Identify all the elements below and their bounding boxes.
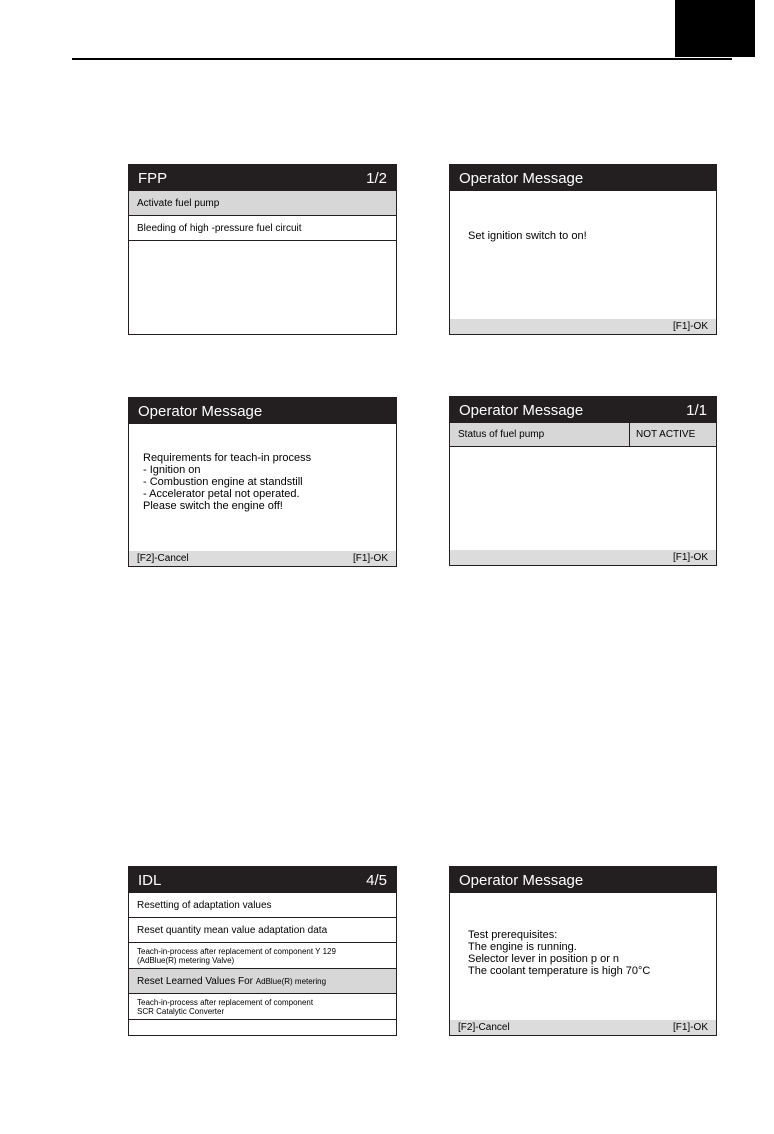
page-indicator: 1/1 bbox=[686, 401, 707, 419]
footer-bar bbox=[129, 551, 396, 566]
menu-item-reset-learned-values[interactable] bbox=[129, 969, 396, 994]
screen-title: Operator Message bbox=[459, 401, 584, 419]
menu-item-teach-in-y129[interactable] bbox=[129, 943, 396, 969]
operator-message-prerequisites bbox=[449, 866, 717, 1036]
status-label: Status of fuel pump bbox=[458, 429, 545, 440]
message-text bbox=[468, 230, 587, 242]
operator-message-status bbox=[449, 396, 717, 566]
page-tab-marker bbox=[675, 0, 755, 57]
title-bar bbox=[450, 165, 716, 191]
cancel-button[interactable]: [F2]-Cancel bbox=[137, 553, 189, 564]
title-bar bbox=[129, 398, 396, 424]
menu-item-label-small: AdBlue(R) metering bbox=[255, 976, 327, 986]
screen-title: IDL bbox=[138, 871, 162, 889]
operator-message-ignition bbox=[449, 164, 717, 335]
message-line: Requirements for teach-in process bbox=[143, 452, 312, 464]
message-line: Please switch the engine off! bbox=[143, 500, 283, 512]
menu-item-label: SCR Catalytic Converter bbox=[137, 1006, 225, 1016]
message-line: - Combustion engine at standstill bbox=[143, 476, 303, 488]
message-line: Test prerequisites: bbox=[468, 929, 558, 941]
menu-item-label: Reset quantity mean value adaptation data bbox=[137, 924, 328, 936]
fpp-screen bbox=[128, 164, 397, 335]
footer-bar bbox=[450, 319, 716, 334]
screen-title: Operator Message bbox=[138, 402, 263, 420]
menu-item-bleeding[interactable] bbox=[129, 216, 396, 241]
screen-title: Operator Message bbox=[459, 871, 584, 889]
header-rule bbox=[72, 58, 732, 60]
ok-button[interactable]: [F1]-OK bbox=[352, 553, 388, 564]
menu-item-label: Resetting of adaptation values bbox=[137, 899, 272, 911]
idl-screen bbox=[128, 866, 397, 1036]
page-indicator: 4/5 bbox=[366, 871, 387, 889]
menu-item-label: Bleeding of high -pressure fuel circuit bbox=[137, 222, 302, 234]
menu-item-label: Teach-in-process after replacement of component Y 129 bbox=[137, 946, 336, 956]
menu-item-label: Reset Learned Values For bbox=[137, 975, 256, 987]
menu-item-label: Activate fuel pump bbox=[137, 197, 220, 209]
operator-message-teach-in bbox=[128, 397, 397, 567]
message-line: The coolant temperature is high 70°C bbox=[468, 965, 651, 977]
message-line: - Accelerator petal not operated. bbox=[143, 488, 300, 500]
title-bar bbox=[129, 867, 396, 893]
footer-bar bbox=[450, 1020, 716, 1035]
message-line: Set ignition switch to on! bbox=[468, 230, 587, 242]
page-indicator: 1/2 bbox=[366, 169, 387, 187]
title-bar bbox=[450, 397, 716, 423]
screen-title: Operator Message bbox=[459, 169, 584, 187]
footer-bar bbox=[450, 550, 716, 565]
message-text bbox=[143, 452, 311, 512]
menu-item-label: Teach-in-process after replacement of component bbox=[137, 997, 314, 1007]
status-value: NOT ACTIVE bbox=[629, 423, 716, 446]
menu-item-teach-in-scr[interactable] bbox=[129, 994, 396, 1020]
message-text bbox=[468, 929, 650, 977]
ok-button[interactable]: [F1]-OK bbox=[672, 1022, 708, 1033]
status-row bbox=[450, 423, 716, 447]
menu-item-activate-fuel-pump[interactable] bbox=[129, 191, 396, 216]
ok-button[interactable]: [F1]-OK bbox=[672, 321, 708, 332]
menu-item-resetting-adaptation[interactable] bbox=[129, 893, 396, 918]
screen-title: FPP bbox=[138, 169, 168, 187]
message-line: Selector lever in position p or n bbox=[468, 953, 620, 965]
message-line: The engine is running. bbox=[468, 941, 577, 953]
menu-item-label: (AdBlue(R) metering Valve) bbox=[137, 955, 235, 965]
cancel-button[interactable]: [F2]-Cancel bbox=[458, 1022, 510, 1033]
menu-item-reset-quantity[interactable] bbox=[129, 918, 396, 943]
ok-button[interactable]: [F1]-OK bbox=[672, 552, 708, 563]
title-bar bbox=[450, 867, 716, 893]
message-line: - Ignition on bbox=[143, 464, 201, 476]
title-bar bbox=[129, 165, 396, 191]
